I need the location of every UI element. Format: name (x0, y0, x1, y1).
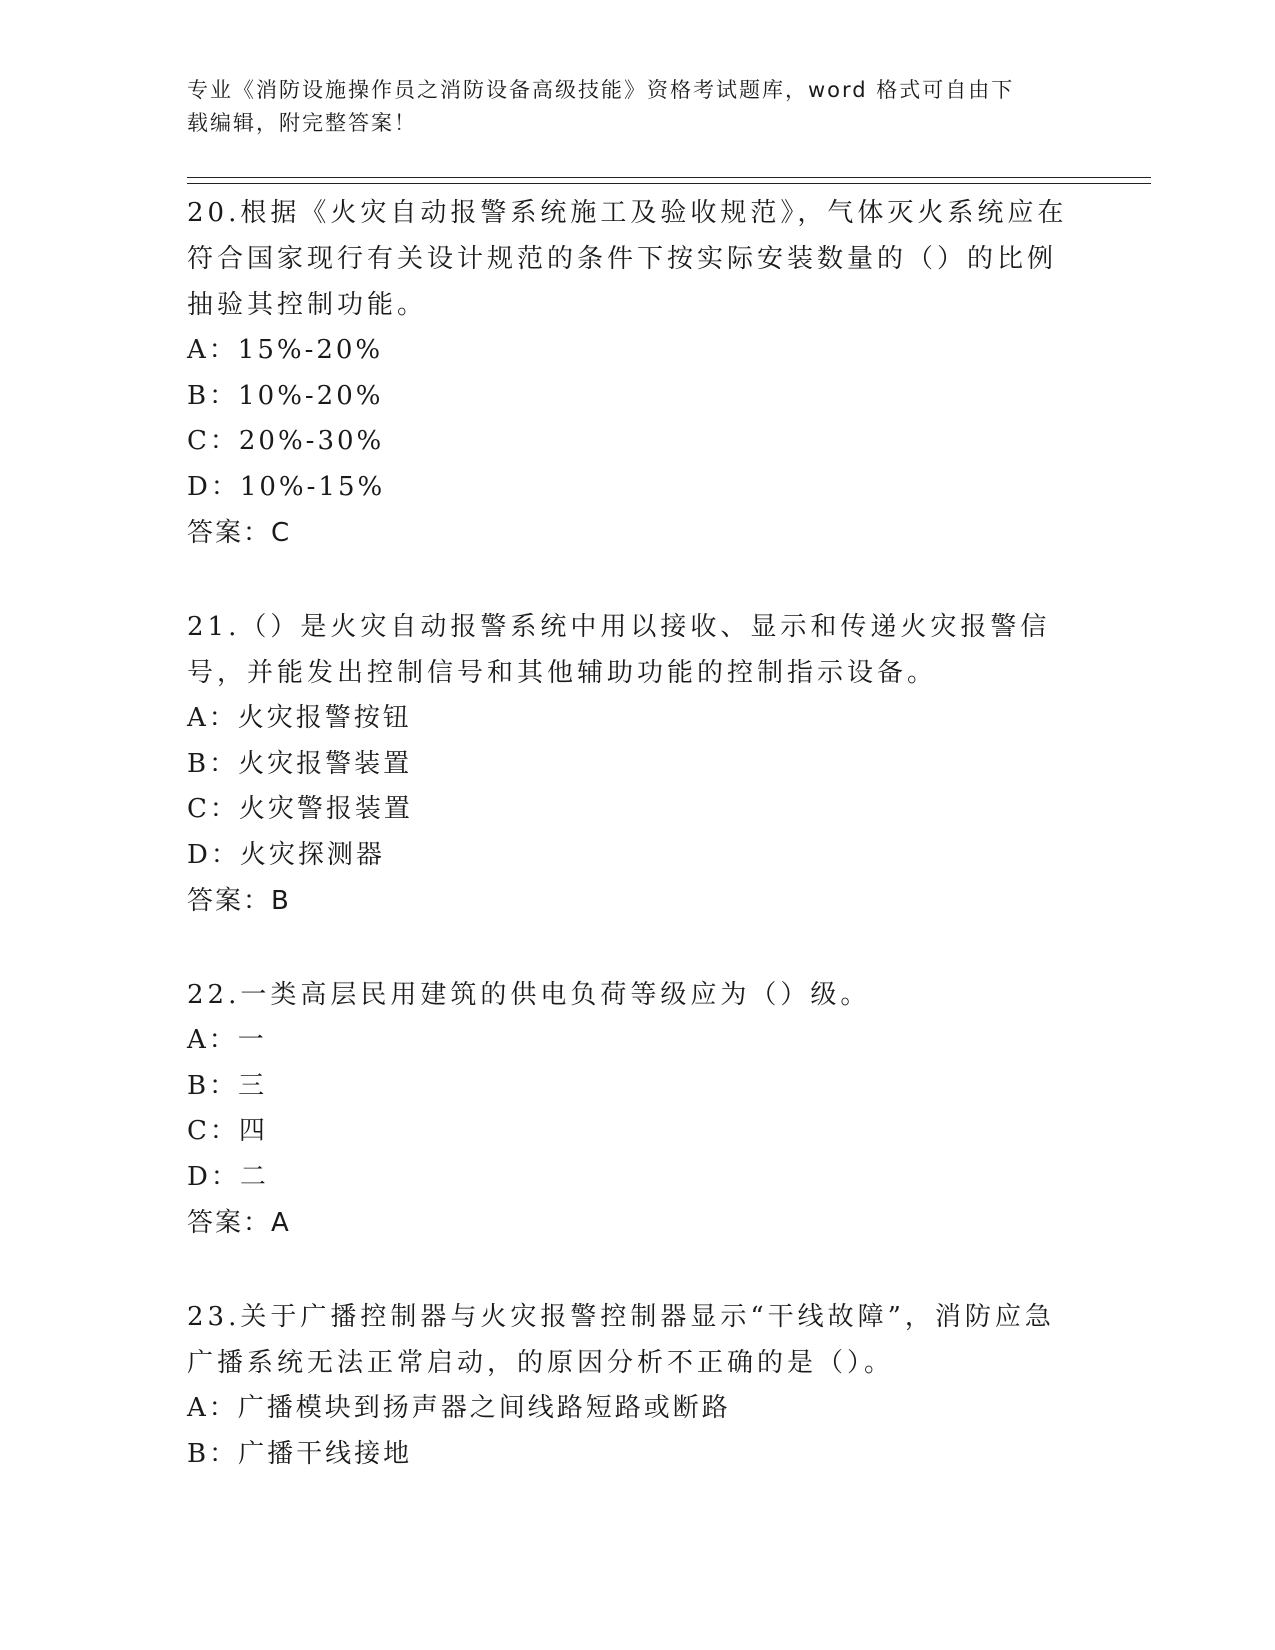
answer: 答案：B (187, 886, 291, 916)
question-stem: 20.根据《火灾自动报警系统施工及验收规范》，气体灭火系统应在符合国家现行有关设计规范的条件下按实际安装数量的（）的比例抽验其控制功能。 (187, 198, 1068, 320)
answer: 答案：A (187, 1208, 291, 1238)
answer: 答案：C (187, 518, 292, 548)
question-21 (187, 604, 1077, 924)
option-b: B：广播干线接地 (187, 1438, 413, 1469)
option-a: A：广播模块到扬声器之间线路短路或断路 (187, 1393, 731, 1423)
question-stem: 21.（）是火灾自动报警系统中用以接收、显示和传递火灾报警信号，并能发出控制信号和其他辅助功能的控制指示设备。 (187, 612, 1051, 688)
question-stem: 23.关于广播控制器与火灾报警控制器显示“干线故障”，消防应急广播系统无法正常启动，的原因分析不正确的是（）。 (187, 1302, 1055, 1378)
option-c: C：火灾警报装置 (187, 794, 413, 824)
question-list (187, 190, 1077, 1525)
option-c: C：20%-30% (187, 426, 385, 456)
header-divider-top (187, 177, 1151, 178)
option-b: B：火灾报警装置 (187, 748, 413, 779)
option-b: B：10%-20% (187, 380, 384, 411)
header-line-2: 载编辑，附完整答案！ (187, 111, 417, 135)
option-a: A：一 (187, 1025, 267, 1055)
document-header (187, 74, 1067, 140)
option-c: C：四 (187, 1116, 268, 1146)
option-b: B：三 (187, 1070, 268, 1101)
header-line-1: 专业《消防设施操作员之消防设备高级技能》资格考试题库，word 格式可自由下 (187, 78, 1015, 102)
option-a: A：15%-20% (187, 335, 384, 365)
question-stem: 22.一类高层民用建筑的供电负荷等级应为（）级。 (187, 980, 871, 1010)
question-22 (187, 972, 1077, 1246)
option-d: D：10%-15% (187, 471, 386, 502)
option-a: A：火灾报警按钮 (187, 703, 412, 733)
header-divider-bottom (187, 183, 1151, 184)
option-d: D：二 (187, 1161, 269, 1192)
question-23 (187, 1294, 1077, 1477)
question-20 (187, 190, 1077, 556)
option-d: D：火灾探测器 (187, 839, 385, 870)
